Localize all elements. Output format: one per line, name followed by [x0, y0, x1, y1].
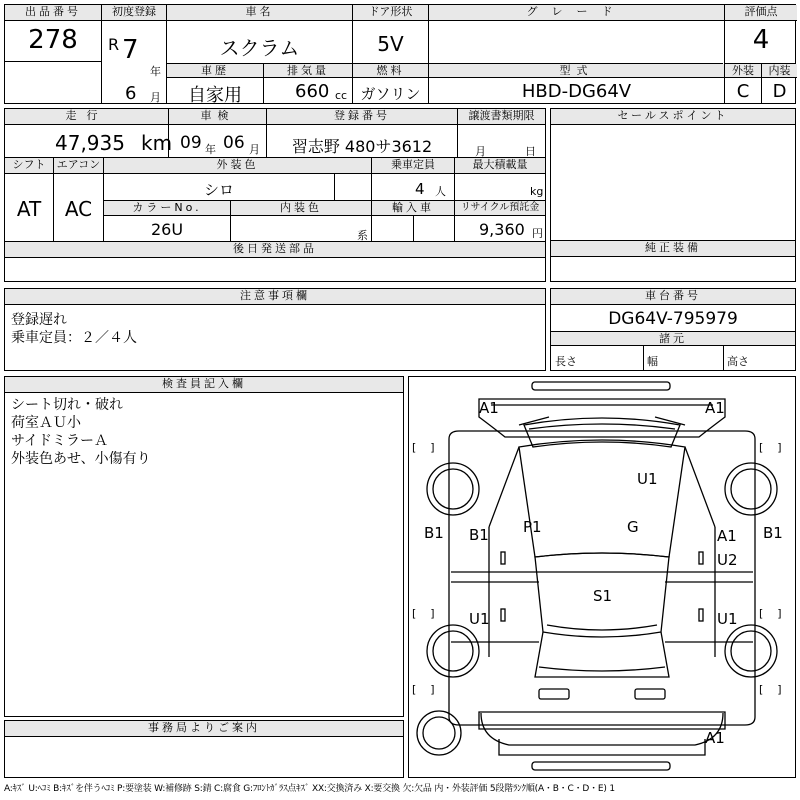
- lot-number-cell: [4, 4, 102, 104]
- chassis-header: 車台番号: [551, 289, 795, 305]
- genuine-equip-header: 純正装備: [551, 241, 795, 257]
- color-no-header: カラーNo.: [104, 201, 230, 216]
- first-reg-header: 初度登録: [102, 5, 166, 21]
- mark-a1-front-left: A1: [479, 399, 499, 417]
- inspector-line-1: シート切れ・破れ: [11, 397, 123, 413]
- model-code-value: HBD-DG64V: [521, 81, 632, 102]
- sales-point-box: [550, 108, 796, 241]
- inspector-line-4: 外装色あせ、小傷有り: [11, 451, 151, 467]
- mark-a1-rear: A1: [705, 729, 725, 747]
- insp-month-unit: 月: [249, 143, 260, 156]
- interior-score-value: D: [772, 81, 787, 102]
- notes-box: [4, 288, 546, 371]
- width-label: 幅: [647, 355, 658, 368]
- mileage-header: 走行: [5, 109, 168, 125]
- interior-color-header: 内装色: [231, 201, 371, 216]
- mark-u1-right-rear: U1: [717, 610, 738, 628]
- month-unit: 月: [150, 91, 161, 104]
- seating-header: 乗車定員: [372, 158, 454, 174]
- notes-header: 注意事項欄: [5, 289, 545, 305]
- mark-u1-hood: U1: [637, 470, 658, 488]
- bracket-mid-right: [ ]: [759, 607, 782, 620]
- mileage-value: 47,935: [55, 131, 125, 155]
- mark-a1-right-door: A1: [717, 527, 737, 545]
- max-load-header: 最大積載量: [455, 158, 545, 174]
- interior-header: 内装: [762, 64, 797, 78]
- history-value: 自家用: [188, 85, 242, 106]
- lot-number-header: 出品番号: [5, 5, 101, 21]
- chassis-value: DG64V-795979: [608, 309, 738, 329]
- reg-no-header: 登録番号: [267, 109, 457, 125]
- mark-u1-left-rear: U1: [469, 610, 490, 628]
- shift-header: シフト: [5, 158, 53, 174]
- import-header: 輸入車: [372, 201, 454, 216]
- grade-header: グレード: [429, 5, 724, 21]
- body-color-value: シロ: [203, 181, 234, 199]
- inspector-line-2: 荷室ＡＵ小: [11, 415, 81, 431]
- max-load-unit: kg: [530, 185, 544, 198]
- mark-b1-left-door: B1: [469, 526, 489, 544]
- month-value: 6: [125, 83, 137, 104]
- notes-line-1: 登録遅れ: [11, 312, 67, 328]
- transfer-month-unit: 月: [475, 145, 486, 158]
- score-header: 評価点: [725, 5, 797, 21]
- shift-value: AT: [16, 197, 42, 221]
- insp-year-value: 09: [180, 133, 202, 153]
- seating-unit: 人: [435, 185, 446, 198]
- year-unit: 年: [150, 65, 161, 78]
- notes-line-2: 乗車定員：２／４人: [11, 330, 137, 346]
- mark-g: G: [627, 518, 639, 536]
- mileage-unit: km: [141, 131, 173, 155]
- mark-u2: U2: [717, 551, 738, 569]
- fuel-value: ガソリン: [360, 85, 421, 103]
- bracket-front-right: [ ]: [759, 441, 782, 454]
- exterior-header: 外装: [725, 64, 761, 78]
- office-box: [4, 720, 404, 778]
- transfer-header: 譲渡書類期限: [458, 109, 545, 125]
- legend-text: A:ｷｽﾞ U:ﾍｺﾐ B:ｷｽﾞを伴うﾍｺﾐ P:要塗装 W:補修跡 S:錆 C:腐食 G:ﾌﾛﾝﾄｶﾞﾗｽ点ｷｽﾞ XX:交換済み X:要交換 欠:欠品 内・外装評価 5段階ﾗﾝｸ順(A・B・C・D・E) 1: [4, 784, 615, 794]
- mark-p1: P1: [523, 518, 542, 536]
- chassis-box: [550, 288, 796, 371]
- bracket-rear-left: [ ]: [412, 683, 435, 696]
- model-code-header: 型式: [429, 64, 724, 78]
- vehicle-info-middle: [4, 108, 546, 282]
- later-parts-header: 後日発送部品: [5, 242, 545, 258]
- mark-s1: S1: [593, 587, 613, 605]
- displacement-unit: cc: [335, 89, 348, 102]
- genuine-equip-box: [550, 240, 796, 282]
- body-color-header: 外装色: [104, 158, 371, 174]
- reg-no-value: 習志野 480サ3612: [291, 137, 433, 156]
- inspector-box: [4, 376, 404, 717]
- sales-point-header: セールスポイント: [551, 109, 795, 125]
- insp-month-value: 06: [223, 133, 245, 153]
- office-header: 事務局よりご案内: [5, 721, 403, 737]
- history-header: 車歴: [167, 64, 263, 78]
- vehicle-info-top: [4, 4, 796, 104]
- inspector-header: 検査員記入欄: [5, 377, 403, 393]
- transfer-day-unit: 日: [525, 145, 536, 158]
- aircon-header: エアコン: [54, 158, 103, 174]
- car-name-value: スクラム: [219, 36, 300, 60]
- height-label: 高さ: [727, 355, 749, 368]
- inspection-header: 車検: [169, 109, 266, 125]
- bracket-front-left: [ ]: [412, 441, 435, 454]
- displacement-value: 660: [295, 81, 330, 102]
- bracket-rear-right: [ ]: [759, 683, 782, 696]
- length-label: 長さ: [555, 355, 577, 368]
- score-value: 4: [752, 25, 770, 55]
- fuel-header: 燃料: [353, 64, 428, 78]
- aircon-value: AC: [64, 197, 93, 221]
- door-value: 5V: [377, 32, 404, 56]
- inspector-line-3: サイドミラーＡ: [11, 433, 109, 449]
- era-value: R: [108, 35, 120, 54]
- door-header: ドア形状: [353, 5, 428, 21]
- mark-b1-right-edge: B1: [763, 524, 783, 542]
- car-name-header: 車名: [167, 5, 352, 21]
- color-no-value: 26U: [150, 220, 184, 239]
- mark-b1-left-edge: B1: [424, 524, 444, 542]
- car-diagram: [408, 376, 796, 778]
- recycle-header: リサイクル預託金: [455, 201, 545, 216]
- dimensions-header: 諸元: [551, 332, 795, 346]
- recycle-unit: 円: [532, 227, 543, 240]
- insp-year-unit: 年: [205, 143, 216, 156]
- recycle-value: 9,360: [479, 220, 525, 239]
- lot-number-value: 278: [28, 25, 78, 55]
- seating-value: 4: [415, 180, 425, 198]
- mark-a1-front-right: A1: [705, 399, 725, 417]
- year-value: 7: [122, 35, 139, 65]
- displacement-header: 排気量: [264, 64, 352, 78]
- car-outline-svg: [409, 377, 795, 777]
- exterior-score-value: C: [736, 81, 750, 102]
- bracket-mid-left: [ ]: [412, 607, 435, 620]
- interior-color-unit: 系: [357, 229, 368, 242]
